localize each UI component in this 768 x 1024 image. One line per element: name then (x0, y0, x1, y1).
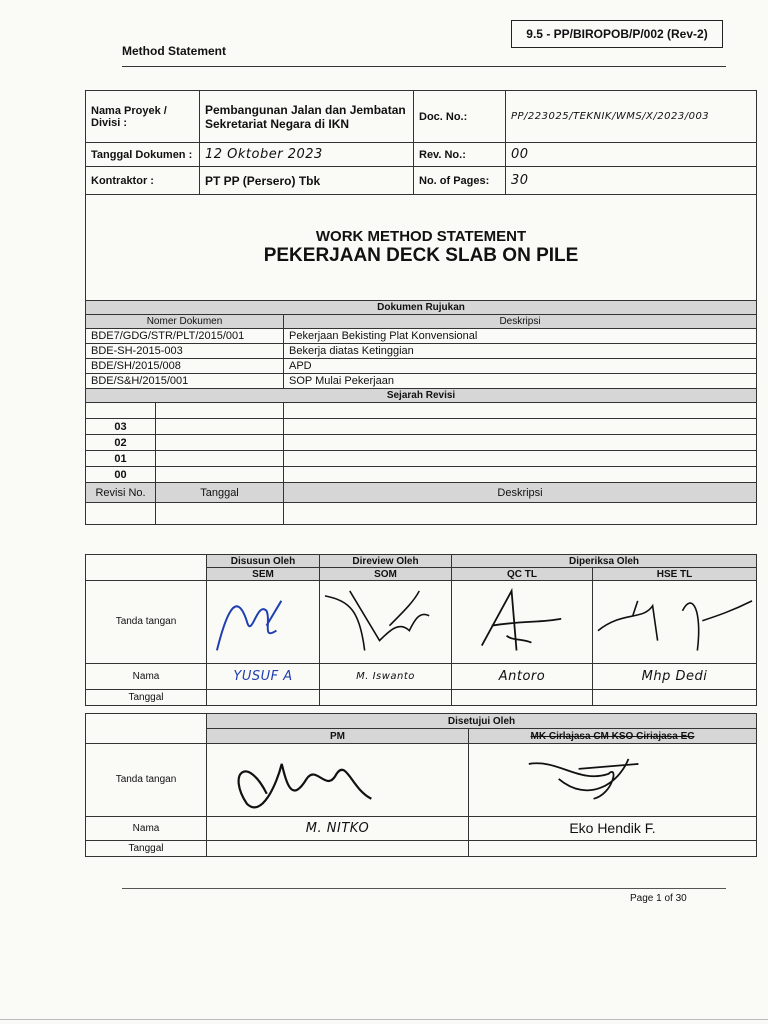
disetujui-oleh: Disetujui Oleh (207, 714, 757, 729)
table-row (86, 419, 757, 435)
kontraktor-value: PT PP (Persero) Tbk (200, 167, 414, 195)
nama-label-2: Nama (86, 816, 207, 840)
ref-deskripsi: Pekerjaan Bekisting Plat Konvensional (284, 329, 757, 344)
signature-som (320, 581, 452, 664)
tanda-tangan-label-2: Tanda tangan (86, 744, 207, 817)
nama-proyek-label: Nama Proyek / Divisi : (86, 91, 200, 143)
nama-label: Nama (86, 663, 207, 689)
name-som: M. Iswanto (320, 663, 452, 689)
name-qc: Antoro (452, 663, 593, 689)
table-row (86, 344, 757, 359)
ref-deskripsi: SOP Mulai Pekerjaan (284, 374, 757, 389)
references-section-title: Dokumen Rujukan (86, 301, 757, 315)
col-deskripsi: Deskripsi (284, 315, 757, 329)
signatures-review-table (85, 554, 757, 706)
revision-no: 01 (86, 451, 156, 467)
tanggal-dokumen-value: 12 Oktober 2023 (200, 143, 414, 167)
document-body-table (85, 194, 757, 525)
revision-no: 03 (86, 419, 156, 435)
ref-nomor: BDE7/GDG/STR/PLT/2015/001 (86, 329, 284, 344)
signature-hse (593, 581, 757, 664)
col-revisi-deskripsi: Deskripsi (284, 483, 757, 503)
signature-mk (469, 744, 757, 817)
project-info-table (85, 90, 757, 195)
table-row (86, 329, 757, 344)
revision-no: 00 (86, 467, 156, 483)
tanda-tangan-label: Tanda tangan (86, 581, 207, 664)
tanggal-label: Tanggal (86, 689, 207, 705)
tanggal-dokumen-label: Tanggal Dokumen : (86, 143, 200, 167)
signatures-approval-table (85, 713, 757, 857)
footer-divider (122, 888, 726, 889)
name-hse: Mhp Dedi (593, 663, 757, 689)
role-mk: MK Cirlajasa CM KSO Ciriajasa EC (469, 729, 757, 744)
doc-no-label: Doc. No.: (414, 91, 506, 143)
col-nomor-dokumen: Nomer Dokumen (86, 315, 284, 329)
rev-no-label: Rev. No.: (414, 143, 506, 167)
signature-qc (452, 581, 593, 664)
role-qc-tl: QC TL (452, 568, 593, 581)
name-sem: YUSUF A (207, 663, 320, 689)
col-tanggal: Tanggal (156, 483, 284, 503)
scan-edge (0, 1019, 768, 1020)
kontraktor-label: Kontraktor : (86, 167, 200, 195)
tanggal-label-2: Tanggal (86, 840, 207, 856)
role-hse-tl: HSE TL (593, 568, 757, 581)
ref-nomor: BDE-SH-2015-003 (86, 344, 284, 359)
col-revisi-no: Revisi No. (86, 483, 156, 503)
ref-deskripsi: Bekerja diatas Ketinggian (284, 344, 757, 359)
ref-nomor: BDE/SH/2015/008 (86, 359, 284, 374)
table-row (86, 374, 757, 389)
ref-nomor: BDE/S&H/2015/001 (86, 374, 284, 389)
diperiksa-oleh: Diperiksa Oleh (452, 555, 757, 568)
pages-value: 30 (506, 167, 757, 195)
doc-reference-box: 9.5 - PP/BIROPOB/P/002 (Rev-2) (511, 20, 723, 48)
pages-label: No. of Pages: (414, 167, 506, 195)
name-mk: Eko Hendik F. (469, 816, 757, 840)
table-row (86, 467, 757, 483)
table-row (86, 359, 757, 374)
revision-no: 02 (86, 435, 156, 451)
revision-section-title: Sejarah Revisi (86, 389, 757, 403)
title-line-2: PEKERJAAN DECK SLAB ON PILE (263, 245, 579, 266)
disusun-oleh: Disusun Oleh (207, 555, 320, 568)
header-title: Method Statement (122, 44, 227, 58)
ref-deskripsi: APD (284, 359, 757, 374)
role-pm: PM (207, 729, 469, 744)
table-row (86, 435, 757, 451)
header-divider (122, 66, 726, 67)
title-line-1: WORK METHOD STATEMENT (315, 228, 527, 245)
signature-pm (207, 744, 469, 817)
name-pm: M. NITKO (207, 816, 469, 840)
nama-proyek-value: Pembangunan Jalan dan Jembatan Sekretariat Negara di IKN (200, 91, 414, 143)
doc-no-value: PP/223025/TEKNIK/WMS/X/2023/003 (506, 91, 757, 143)
role-sem: SEM (207, 568, 320, 581)
role-som: SOM (320, 568, 452, 581)
rev-no-value: 00 (506, 143, 757, 167)
direview-oleh: Direview Oleh (320, 555, 452, 568)
signature-sem (207, 581, 320, 664)
table-row (86, 451, 757, 467)
page-number: Page 1 of 30 (630, 893, 687, 904)
title-block (86, 195, 757, 301)
